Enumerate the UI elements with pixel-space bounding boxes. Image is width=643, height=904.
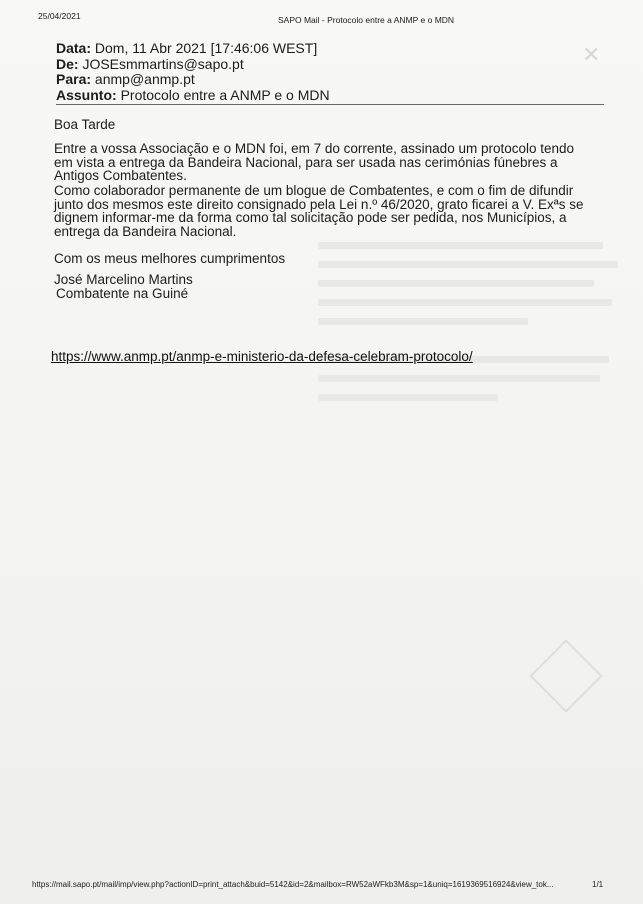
date-label: Data: [56,40,92,56]
to-label: Para: [56,71,92,87]
subject-value: Protocolo entre a ANMP e o MDN [120,86,330,103]
closing: Com os meus melhores cumprimentos [54,251,286,266]
print-url: https://mail.sapo.pt/mail/imp/view.php?actionID=print_attach&buid=5142&id=2&mailbox=RW52aWFkb3M&sp=1&uniq=1619369516924&view_tok... [32,880,554,889]
ghost-close-icon: ✕ [582,42,601,67]
header-divider [56,104,604,105]
page-number: 1/1 [592,880,604,889]
email-headers [56,41,330,103]
greeting: Boa Tarde [54,117,116,132]
signature [54,273,584,300]
signature-title: Combatente na Guiné [56,285,189,301]
date-row [56,41,330,57]
to-value: anmp@anmp.pt [94,71,195,87]
from-row [56,57,330,73]
paragraph-2: Como colaborador permanente de um blogue de Combatentes, e com o fim de difundir junto dos mesmos este direito consignado pela Lei n.º 46/2020, grato ficarei a V. Exªs se dignem informar-me da forma como tal solicitação pode ser pedida, nos Municípios, a entrega da Bandeira Nacional. [54,183,584,239]
subject-row [56,88,330,104]
paragraph-1: Entre a vossa Associação e o MDN foi, em 7 do corrente, assinado um protocolo tendo em vista a entrega da Bandeira Nacional, para ser usada nas cerimónias fúnebres a Antigos Combatentes. [54,141,575,183]
date-value: Dom, 11 Abr 2021 [17:46:06 WEST] [94,40,318,56]
from-value: JOSEsmmartins@sapo.pt [82,55,244,72]
to-row [56,72,330,88]
print-date: 25/04/2021 [38,11,81,21]
signature-name: José Marcelino Martins [54,272,193,287]
print-title: SAPO Mail - Protocolo entre a ANMP e o MDN [278,15,455,25]
protocol-link[interactable]: https://www.anmp.pt/anmp-e-ministerio-da-defesa-celebram-protocolo/ [51,349,473,364]
subject-label: Assunto: [56,86,117,103]
from-label: De: [56,55,79,72]
